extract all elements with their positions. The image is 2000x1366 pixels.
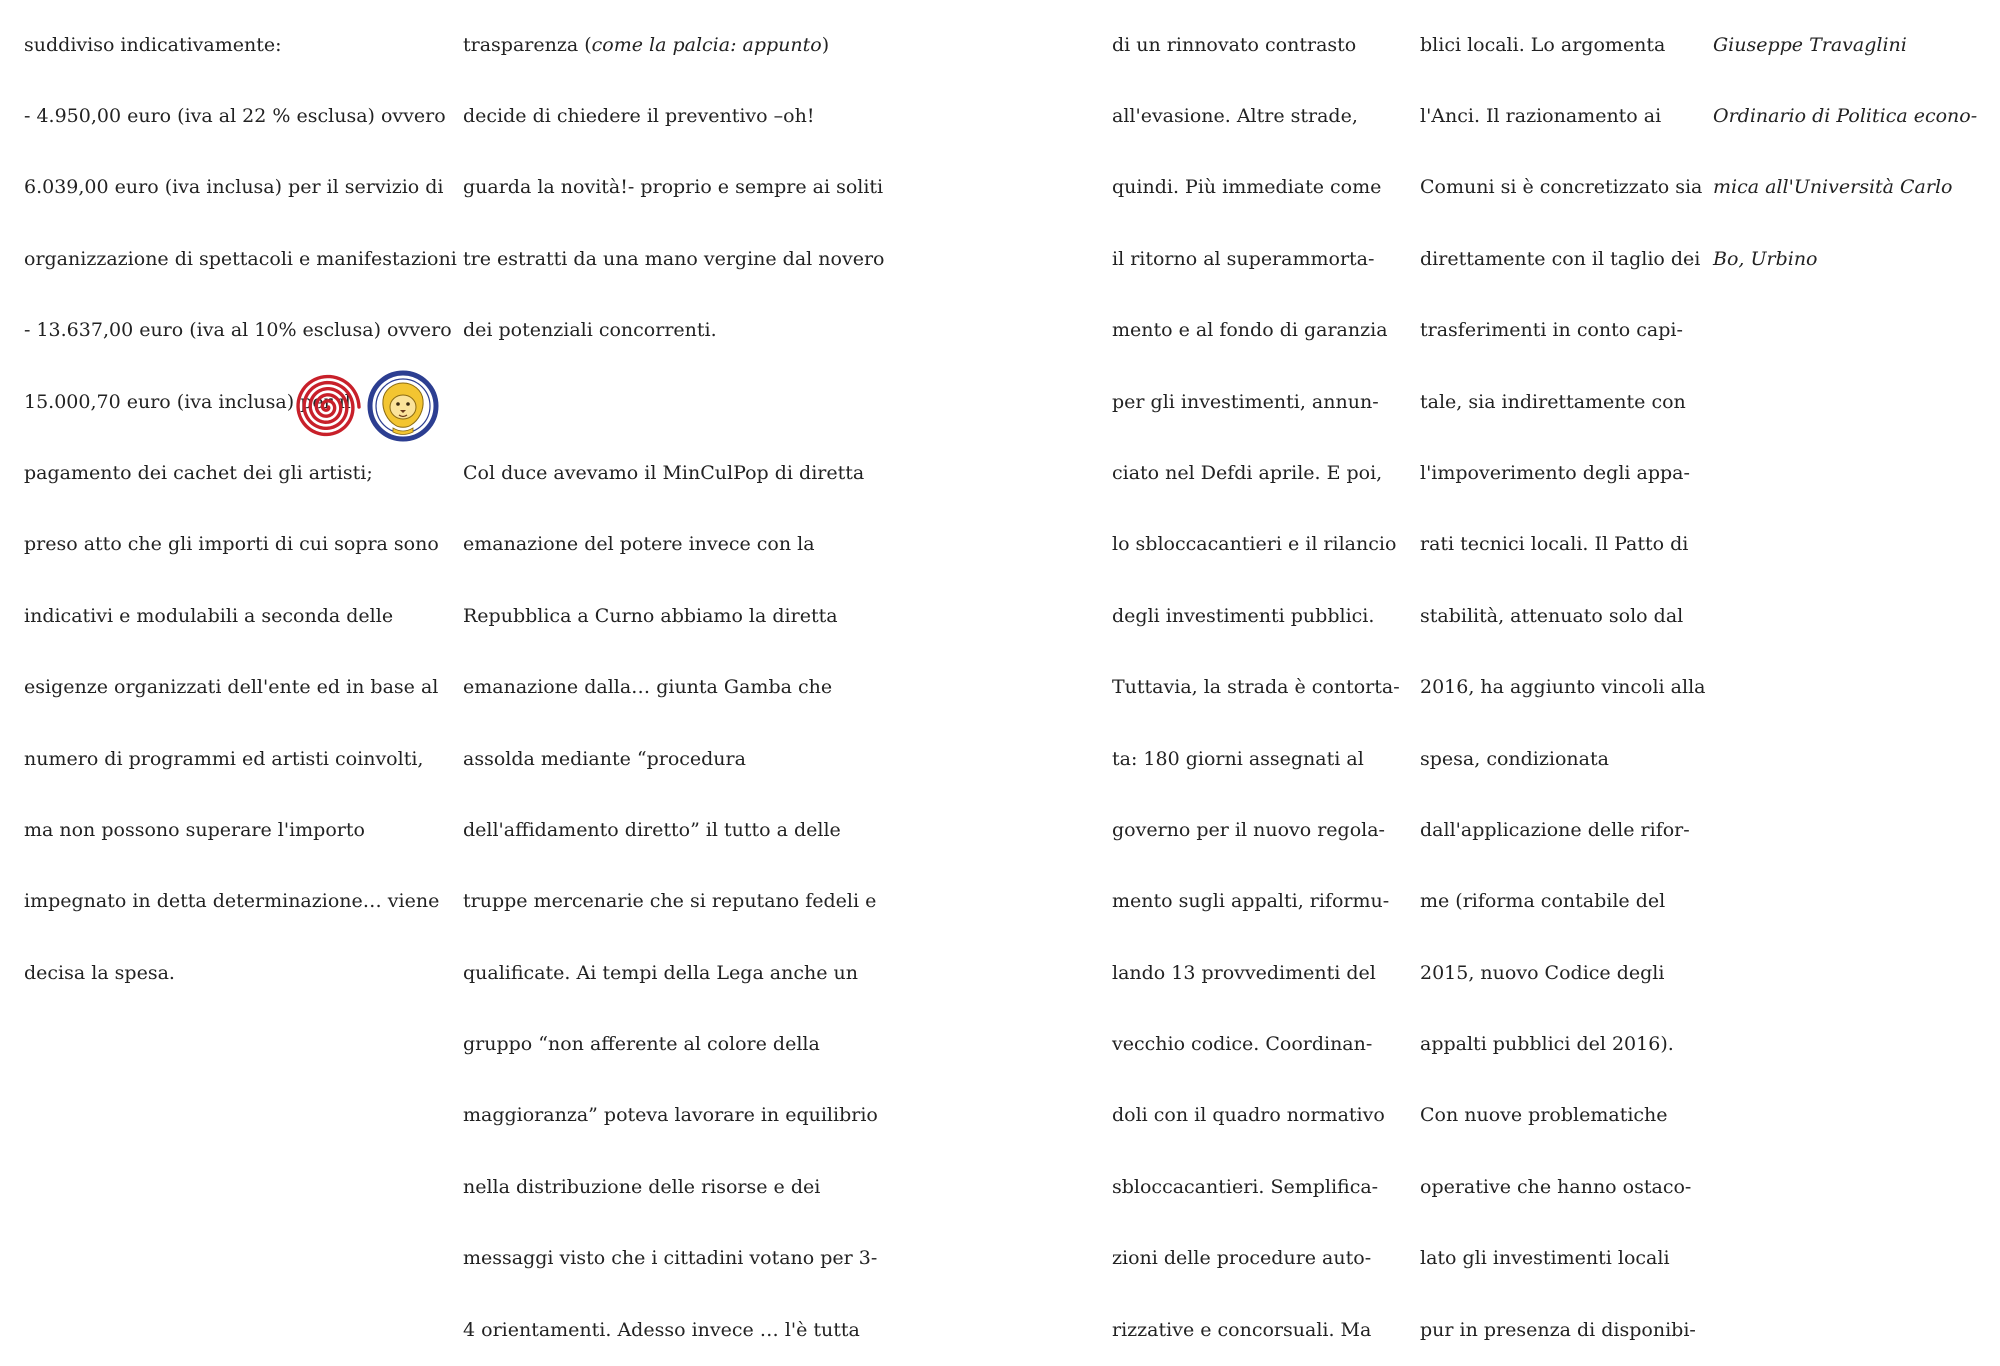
text-line: dall'applicazione delle rifor- <box>1420 818 1690 841</box>
text-line: degli investimenti pubblici. <box>1112 604 1375 627</box>
paragraph-gap <box>463 391 884 415</box>
text-line: tre estratti da una mano vergine dal novero <box>463 247 885 270</box>
text-line: preso atto che gli importi di cui sopra sono <box>24 533 439 556</box>
text-line: il ritorno al superammorta- <box>1112 247 1375 270</box>
text-line: indicativi e modulabili a seconda delle <box>24 604 394 627</box>
text-line: l'Anci. Il razionamento ai <box>1420 104 1662 127</box>
text-line: appalti pubblici del 2016). <box>1420 1033 1674 1056</box>
italic-aside: come la palcia: appunto <box>591 33 822 56</box>
text-line: Comuni si è concretizzato sia <box>1420 176 1703 199</box>
text-line: nella distribuzione delle risorse e dei <box>463 1175 821 1198</box>
text-line: l'impoverimento degli appa- <box>1420 461 1690 484</box>
text-line: mento e al fondo di garanzia <box>1112 319 1388 342</box>
text-line: rizzative e concorsuali. Ma <box>1112 1318 1372 1341</box>
text-line: Tuttavia, la strada è contorta- <box>1112 676 1400 699</box>
text-line: doli con il quadro normativo <box>1112 1104 1385 1127</box>
text-line: lando 13 provvedimenti del <box>1112 961 1376 984</box>
article-column-1 <box>24 0 457 1009</box>
text-line <box>463 34 884 58</box>
text-fragment: trasparenza ( <box>463 33 592 56</box>
text-line: pur in presenza di disponibi- <box>1420 1318 1696 1341</box>
text-line: suddiviso indicativamente: <box>24 33 282 56</box>
article-column-2 <box>463 0 884 1366</box>
text-line: Repubblica a Curno abbiamo la diretta <box>463 604 838 627</box>
text-line: lo sbloccacantieri e il rilancio <box>1112 533 1397 556</box>
spiral-icon <box>298 377 359 435</box>
text-line: all'evasione. Altre strade, <box>1112 104 1358 127</box>
text-line: numero di programmi ed artisti coinvolti, <box>24 747 424 770</box>
text-line: 15.000,70 euro (iva inclusa) per il <box>24 390 351 413</box>
text-line: 2016, ha aggiunto vincoli alla <box>1420 676 1706 699</box>
text-line: me (riforma contabile del <box>1420 890 1666 913</box>
text-line: ta: 180 giorni assegnati al <box>1112 747 1364 770</box>
text-line: 6.039,00 euro (iva inclusa) per il servizio di <box>24 176 444 199</box>
text-line: sbloccacantieri. Semplifica- <box>1112 1175 1379 1198</box>
text-line: dell'affidamento diretto” il tutto a delle <box>463 818 841 841</box>
text-line: zioni delle procedure auto- <box>1112 1247 1372 1270</box>
text-line: per gli investimenti, annun- <box>1112 390 1379 413</box>
text-line: esigenze organizzati dell'ente ed in base al <box>24 676 439 699</box>
red-spiral-logo <box>292 372 362 442</box>
text-line: blici locali. Lo argomenta <box>1420 33 1666 56</box>
author-title-line: Ordinario di Politica econo- <box>1713 104 1978 127</box>
text-line: assolda mediante “procedura <box>463 747 746 770</box>
author-title-line: mica all'Università Carlo <box>1713 176 1953 199</box>
text-line: truppe mercenarie che si reputano fedeli e <box>463 890 877 913</box>
text-line: ma non possono superare l'importo <box>24 818 365 841</box>
text-line: decide di chiedere il preventivo –oh! <box>463 104 815 127</box>
text-line: direttamente con il taglio dei <box>1420 247 1701 270</box>
text-line: guarda la novità!- proprio e sempre ai soliti <box>463 176 884 199</box>
text-line: governo per il nuovo regola- <box>1112 818 1385 841</box>
text-line: lato gli investimenti locali <box>1420 1247 1670 1270</box>
article-column-4 <box>1420 0 1705 1366</box>
text-line: - 13.637,00 euro (iva al 10% esclusa) ovvero <box>24 319 452 342</box>
text-line: trasferimenti in conto capi- <box>1420 319 1683 342</box>
text-line: impegnato in detta determinazione… viene <box>24 890 440 913</box>
text-line: dei potenziali concorrenti. <box>463 319 717 342</box>
text-line: vecchio codice. Coordinan- <box>1112 1033 1373 1056</box>
article-column-3 <box>1112 0 1400 1366</box>
text-line: Col duce avevamo il MinCulPop di diretta <box>463 461 865 484</box>
text-line: messaggi visto che i cittadini votano per 3- <box>463 1247 878 1270</box>
text-line: rati tecnici locali. Il Patto di <box>1420 533 1689 556</box>
lion-seal-logo <box>367 370 439 442</box>
text-line: spesa, condizionata <box>1420 747 1609 770</box>
author-name: Giuseppe Travaglini <box>1713 33 1907 56</box>
text-line: emanazione dalla… giunta Gamba che <box>463 676 833 699</box>
text-line: qualificate. Ai tempi della Lega anche un <box>463 961 859 984</box>
text-line: Con nuove problematiche <box>1420 1104 1668 1127</box>
text-line: organizzazione di spettacoli e manifestazioni <box>24 247 457 270</box>
text-line: ciato nel Defdi aprile. E poi, <box>1112 461 1383 484</box>
text-line: stabilità, attenuato solo dal <box>1420 604 1684 627</box>
text-line: decisa la spesa. <box>24 961 175 984</box>
text-line: pagamento dei cachet dei gli artisti; <box>24 461 373 484</box>
text-fragment: ) <box>821 33 830 56</box>
text-line: emanazione del potere invece con la <box>463 533 815 556</box>
text-line: 4 orientamenti. Adesso invece … l'è tutta <box>463 1318 860 1341</box>
text-line: mento sugli appalti, riformu- <box>1112 890 1390 913</box>
text-line: di un rinnovato contrasto <box>1112 33 1357 56</box>
text-line: maggioranza” poteva lavorare in equilibrio <box>463 1104 878 1127</box>
text-line: tale, sia indirettamente con <box>1420 390 1686 413</box>
author-signature <box>1713 0 1977 295</box>
text-line: gruppo “non afferente al colore della <box>463 1033 820 1056</box>
text-line: quindi. Più immediate come <box>1112 176 1382 199</box>
text-line: operative che hanno ostaco- <box>1420 1175 1692 1198</box>
author-title-line: Bo, Urbino <box>1713 247 1818 270</box>
text-line: - 4.950,00 euro (iva al 22 % esclusa) ovvero <box>24 104 446 127</box>
text-line: 2015, nuovo Codice degli <box>1420 961 1665 984</box>
